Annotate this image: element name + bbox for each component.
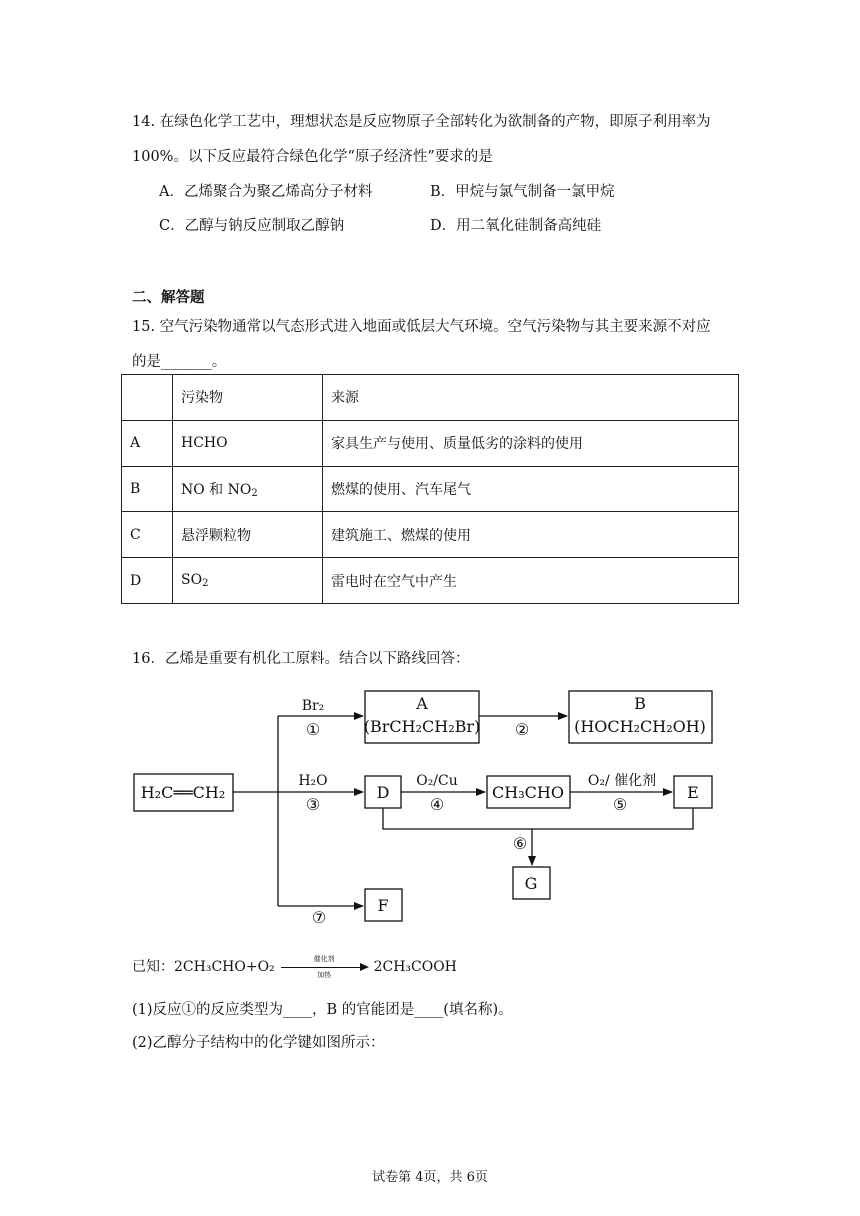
row-label: C	[122, 512, 173, 558]
q14-option-a: A．乙烯聚合为聚乙烯高分子材料	[159, 184, 373, 200]
q15-stem-line1: 15. 空气污染物通常以气态形式进入地面或低层大气环境。空气污染物与其主要来源不对应	[132, 319, 711, 335]
row-source: 雷电时在空气中产生	[323, 558, 739, 604]
q14-stem-line2: 100%。以下反应最符合绿色化学“原子经济性”要求的是	[132, 149, 493, 165]
step-number: ⑤	[612, 795, 628, 814]
reagent-br2: Br₂	[301, 698, 325, 714]
equation-product: 2CH₃COOH	[373, 959, 457, 975]
row-pollutant: $SO_2$	[173, 558, 323, 604]
step-number: ①	[305, 720, 321, 739]
q16-subquestion-2: (2)乙醇分子结构中的化学键如图所示：	[132, 1035, 385, 1051]
row-label: A	[122, 420, 173, 466]
table-header-cell: 来源	[323, 375, 739, 421]
page-footer: 试卷第 4页，共 6页	[372, 1170, 488, 1185]
row-pollutant: NO 和 $NO_2$	[173, 466, 323, 512]
box-a-label: A	[416, 694, 428, 713]
condition-heat: 加热	[317, 971, 332, 979]
box-a-formula: (BrCH₂CH₂Br)	[363, 717, 481, 736]
equation-arrow	[279, 955, 369, 979]
q16-subquestion-1: (1)反应①的反应类型为____，B 的官能团是____(填名称)。	[132, 1002, 513, 1018]
q14-option-d: D．用二氧化硅制备高纯硅	[430, 218, 602, 234]
row-pollutant: HCHO	[173, 420, 323, 466]
reagent-o2-cu: O₂/Cu	[416, 773, 458, 789]
q14-stem-line1: 14. 在绿色化学工艺中，理想状态是反应物原子全部转化为欲制备的产物，即原子利用率为	[132, 114, 711, 130]
q15-stem-line2: 的是_______。	[132, 354, 227, 370]
box-e-label: E	[687, 783, 699, 802]
q16-stem: 16．乙烯是重要有机化工原料。结合以下路线回答：	[132, 651, 470, 667]
step-number: ④	[429, 795, 445, 814]
step-number: ③	[305, 795, 321, 814]
box-d-label: D	[376, 783, 390, 802]
row-source: 家具生产与使用、质量低劣的涂料的使用	[323, 420, 739, 466]
ethylene-formula: H₂C══CH₂	[140, 783, 226, 802]
reagent-h2o: H₂O	[298, 773, 328, 789]
box-g-label: G	[524, 874, 538, 893]
step-number: ⑥	[512, 834, 528, 853]
step-number: ②	[514, 720, 530, 739]
box-f-label: F	[377, 896, 389, 915]
known-equation	[132, 955, 457, 979]
box-ch3cho-label: CH₃CHO	[492, 783, 564, 802]
condition-catalyst: 催化剂	[313, 955, 335, 963]
equation-reactants: 已知：2CH₃CHO+O₂	[132, 959, 275, 975]
q14-option-b: B．甲烷与氯气制备一氯甲烷	[430, 184, 615, 200]
row-pollutant: 悬浮颗粒物	[173, 512, 323, 558]
box-b-formula: (HOCH₂CH₂OH)	[574, 717, 706, 736]
row-label: B	[122, 466, 173, 512]
step-number: ⑦	[311, 908, 327, 927]
row-label: D	[122, 558, 173, 604]
table-header-cell: 污染物	[173, 375, 323, 421]
section-heading: 二、解答题	[132, 289, 205, 306]
q14-option-c: C．乙醇与钠反应制取乙醇钠	[159, 218, 345, 234]
row-source: 建筑施工、燃煤的使用	[323, 512, 739, 558]
box-b-label: B	[634, 694, 646, 713]
row-source: 燃煤的使用、汽车尾气	[323, 466, 739, 512]
reagent-o2-catalyst: O₂/ 催化剂	[587, 773, 657, 789]
